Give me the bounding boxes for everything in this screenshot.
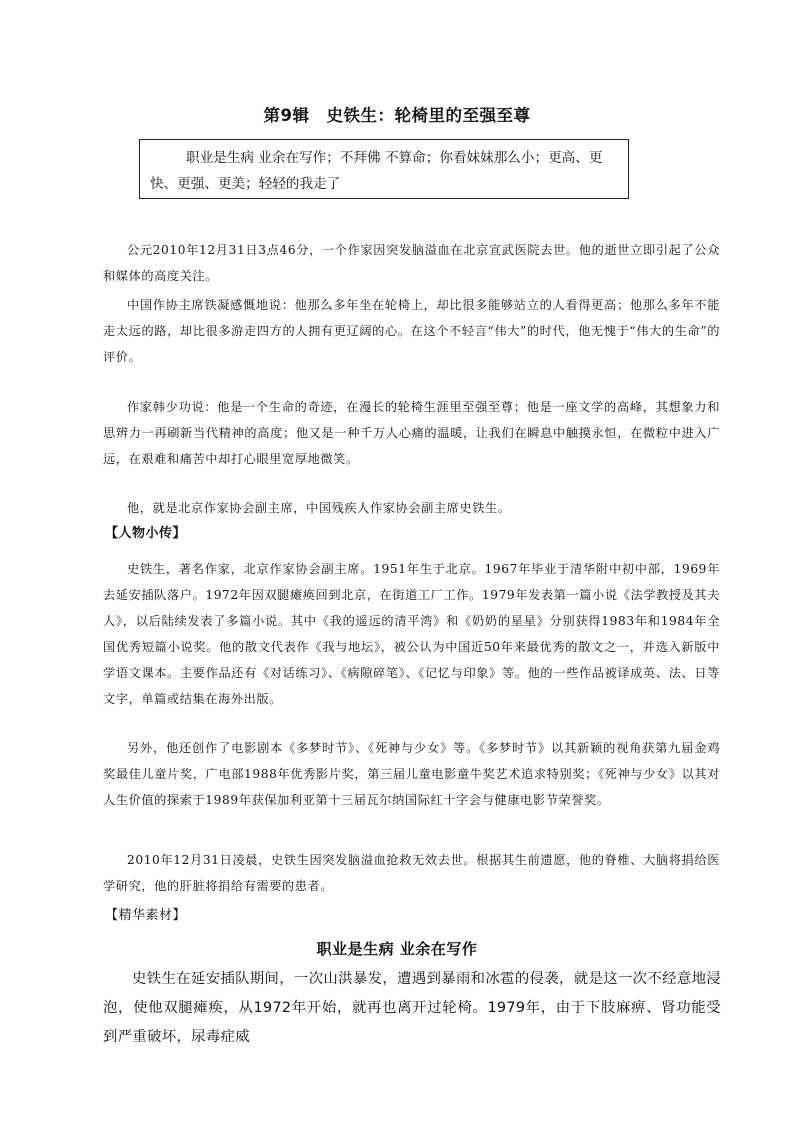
essence-paragraph: 史铁生在延安插队期间，一次山洪暴发，遭遇到暴雨和冰雹的侵袭，就是这一次不经意地浸泡，使他双腿瘫痪，从1972年开始，就再也离开过轮椅。1979年，由于下肢麻痹、肾功能受到严重破坏，尿毒症威 bbox=[103, 971, 721, 1045]
biography-paragraph-2: 另外，他还创作了电影剧本《多梦时节》、《死神与少女》等。《多梦时节》以其新颖的视角获第九届金鸡奖最佳儿童片奖，广电部1988年优秀影片奖，第三届儿童电影童牛奖艺术追求特别奖；《死神与少女》以其对人生价值的探索于1989年获保加利亚第十三届瓦尔纳国际红十字会与健康电影节荣誉奖。 bbox=[103, 741, 720, 807]
intro-paragraph-2: 中国作协主席铁凝感慨地说：他那么多年坐在轮椅上，却比很多能够站立的人看得更高；他那么多年不能走太远的路，却比很多游走四方的人拥有更辽阔的心。在这个不轻言“伟大”的时代，他无愧于“伟大的生命”的评价。 bbox=[103, 298, 720, 364]
summary-box: 职业是生病 业余在写作；不拜佛 不算命；你看妹妹那么小；更高、更快、更强、更美；轻轻的我走了 bbox=[139, 139, 629, 199]
biography-paragraph-3: 2010年12月31日凌晨，史铁生因突发脑溢血抢救无效去世。根据其生前遗愿，他的脊椎、大脑将捐给医学研究，他的肝脏将捐给有需要的患者。 bbox=[103, 853, 720, 893]
essence-subtitle: 职业是生病 业余在写作 bbox=[316, 940, 478, 958]
page-title: 第9辑 史铁生：轮椅里的至强至尊 bbox=[263, 106, 531, 125]
biography-heading: 【人物小传】 bbox=[105, 526, 187, 541]
intro-paragraph-3: 作家韩少功说：他是一个生命的奇迹，在漫长的轮椅生涯里至强至尊；他是一座文学的高峰，其想象力和思辨力一再刷新当代精神的高度；他又是一种千万人心痛的温暖，让我们在瞬息中触摸永恒，在微粒中进入广远，在艰难和痛苦中却打心眼里宽厚地微笑。 bbox=[103, 400, 720, 466]
essence-heading: 【精华素材】 bbox=[105, 908, 187, 923]
intro-paragraph-4: 他，就是北京作家协会副主席，中国残疾人作家协会副主席史铁生。 bbox=[127, 501, 511, 515]
biography-paragraph-1: 史铁生，著名作家，北京作家协会副主席。1951年生于北京。1967年毕业于清华附中初中部，1969年去延安插队落户。1972年因双腿瘫痪回到北京，在街道工厂工作。1979年发表第一篇小说《法学教授及其夫人》，以后陆续发表了多篇小说。其中《我的遥远的清平湾》和《奶奶的星星》分别获得1983年和1984年全国优秀短篇小说奖。他的散文代表作《我与地坛》，被公认为中国近50年来最优秀的散文之一，并选入新版中学语文课本。主要作品还有《对话练习》、《病隙碎笔》、《记忆与印象》等。他的一些作品被译成英、法、日等文字，单篇或结集在海外出版。 bbox=[103, 562, 720, 706]
intro-paragraph-1: 公元2010年12月31日3点46分，一个作家因突发脑溢血在北京宣武医院去世。他的逝世立即引起了公众和媒体的高度关注。 bbox=[103, 243, 720, 283]
